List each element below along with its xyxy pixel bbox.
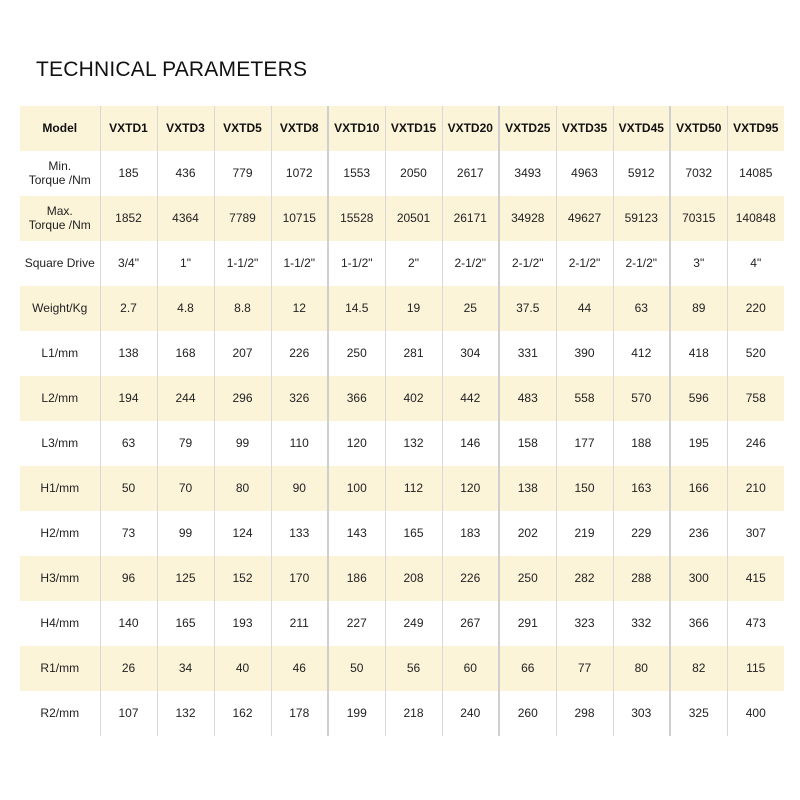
table-cell: 110 <box>271 421 328 466</box>
table-cell: 56 <box>385 646 442 691</box>
table-cell: 307 <box>745 525 766 540</box>
table-cell: 63 <box>613 286 670 331</box>
table-cell: 570 <box>613 376 670 421</box>
table-cell: 304 <box>442 331 499 376</box>
table-cell: 96 <box>100 556 157 601</box>
table-cell: 44 <box>556 286 613 331</box>
table-cell: 163 <box>613 466 670 511</box>
model-header: VXTD1 <box>100 106 157 151</box>
table-row <box>20 691 784 736</box>
table-cell: 7789 <box>214 196 271 241</box>
table-cell: 1" <box>157 241 214 286</box>
table-cell: 758 <box>745 390 766 405</box>
table-cell: 291 <box>499 601 556 646</box>
table-cell: 250 <box>328 331 385 376</box>
table-row <box>20 151 784 196</box>
table-cell: 140 <box>100 601 157 646</box>
row-label <box>20 511 100 556</box>
table-cell: 267 <box>442 601 499 646</box>
table-cell: 226 <box>271 331 328 376</box>
table-cell: 1072 <box>271 151 328 196</box>
table-cell: 300 <box>670 556 727 601</box>
table-cell: 325 <box>670 691 727 736</box>
table-cell: 19 <box>385 286 442 331</box>
table-cell: 402 <box>385 376 442 421</box>
table-cell: 2-1/2" <box>613 241 670 286</box>
table-row <box>20 376 784 421</box>
model-header: VXTD15 <box>385 106 442 151</box>
model-header: VXTD50 <box>670 106 727 151</box>
model-header: VXTD8 <box>271 106 328 151</box>
table-cell: 442 <box>442 376 499 421</box>
table-cell: 177 <box>556 421 613 466</box>
table-cell: 2617 <box>442 151 499 196</box>
table-cell: 80 <box>214 466 271 511</box>
table-cell: 77 <box>556 646 613 691</box>
row-label <box>20 151 100 196</box>
table-cell: 120 <box>442 466 499 511</box>
table-cell: 229 <box>613 511 670 556</box>
table-cell: 779 <box>214 151 271 196</box>
table-cell: 26171 <box>442 196 499 241</box>
model-header: VXTD20 <box>442 106 499 151</box>
table-cell: 59123 <box>613 196 670 241</box>
table-cell: 240 <box>442 691 499 736</box>
corner-header: Model <box>20 106 100 151</box>
table-row <box>20 466 784 511</box>
table-cell: 5912 <box>613 151 670 196</box>
table-cell: 366 <box>670 601 727 646</box>
row-label <box>20 466 100 511</box>
table-cell: 165 <box>157 601 214 646</box>
row-label-line1: L2/mm <box>41 390 79 405</box>
table-cell: 4" <box>750 255 762 270</box>
table-cell: 2.7 <box>100 286 157 331</box>
table-cell: 2-1/2" <box>442 241 499 286</box>
table-cell: 120 <box>328 421 385 466</box>
table-cell: 282 <box>556 556 613 601</box>
table-cell: 188 <box>613 421 670 466</box>
table-row <box>20 241 784 286</box>
table-cell: 70 <box>157 466 214 511</box>
table-cell: 178 <box>271 691 328 736</box>
table-cell: 186 <box>328 556 385 601</box>
row-label <box>20 556 100 601</box>
table-cell: 249 <box>385 601 442 646</box>
table-cell: 125 <box>157 556 214 601</box>
table-cell: 366 <box>328 376 385 421</box>
table-cell: 332 <box>613 601 670 646</box>
table-cell: 162 <box>214 691 271 736</box>
table-cell: 2" <box>385 241 442 286</box>
row-label-line2: Torque /Nm <box>28 217 91 232</box>
table-cell: 26 <box>100 646 157 691</box>
table-row <box>20 196 784 241</box>
table-cell: 202 <box>499 511 556 556</box>
table-row <box>20 286 784 331</box>
table-cell: 400 <box>745 705 766 720</box>
table-cell: 1-1/2" <box>328 241 385 286</box>
table-cell: 115 <box>746 660 766 675</box>
table-cell: 107 <box>100 691 157 736</box>
table-cell: 250 <box>499 556 556 601</box>
model-header: VXTD25 <box>499 106 556 151</box>
table-cell: 3493 <box>499 151 556 196</box>
table-cell: 40 <box>214 646 271 691</box>
table-cell: 296 <box>214 376 271 421</box>
table-cell: 208 <box>385 556 442 601</box>
row-label-line1: H2/mm <box>40 525 80 540</box>
table-cell: 140848 <box>735 210 776 225</box>
table-cell: 166 <box>670 466 727 511</box>
row-label-line1: Square Drive <box>24 255 95 270</box>
table-cell: 199 <box>328 691 385 736</box>
table-cell: 132 <box>385 421 442 466</box>
table-row <box>20 421 784 466</box>
row-label <box>20 646 100 691</box>
table-cell: 323 <box>556 601 613 646</box>
table-cell: 415 <box>745 570 766 585</box>
row-label <box>20 286 100 331</box>
table-cell: 1553 <box>328 151 385 196</box>
row-label-line1: H4/mm <box>40 615 80 630</box>
row-label <box>20 376 100 421</box>
table-cell: 14085 <box>739 165 773 180</box>
table-cell: 34928 <box>499 196 556 241</box>
table-cell: 112 <box>385 466 442 511</box>
table-row <box>20 556 784 601</box>
table-cell: 60 <box>442 646 499 691</box>
table-cell: 20501 <box>385 196 442 241</box>
table-cell: 483 <box>499 376 556 421</box>
table-cell: 99 <box>157 511 214 556</box>
model-header: VXTD95 <box>733 120 779 135</box>
table-cell: 146 <box>442 421 499 466</box>
table-cell: 79 <box>157 421 214 466</box>
row-label-line1: H3/mm <box>40 570 80 585</box>
row-label <box>20 331 100 376</box>
table-cell: 195 <box>670 421 727 466</box>
row-label-line1: R1/mm <box>40 660 80 675</box>
table-cell: 8.8 <box>214 286 271 331</box>
row-label-line2: Torque /Nm <box>28 172 91 187</box>
row-label-line1: L1/mm <box>41 345 79 360</box>
table-cell: 10715 <box>271 196 328 241</box>
row-label <box>20 601 100 646</box>
table-cell: 7032 <box>670 151 727 196</box>
table-cell: 170 <box>271 556 328 601</box>
table-cell: 194 <box>100 376 157 421</box>
model-header: VXTD45 <box>613 106 670 151</box>
table-cell: 227 <box>328 601 385 646</box>
table-cell: 4963 <box>556 151 613 196</box>
table-cell: 226 <box>442 556 499 601</box>
table-cell: 63 <box>100 421 157 466</box>
table-cell: 520 <box>745 345 766 360</box>
table-cell: 558 <box>556 376 613 421</box>
table-cell: 2050 <box>385 151 442 196</box>
table-cell: 418 <box>670 331 727 376</box>
table-cell: 218 <box>385 691 442 736</box>
table-cell: 436 <box>157 151 214 196</box>
table-cell: 138 <box>499 466 556 511</box>
model-header: VXTD10 <box>328 106 385 151</box>
table-row <box>20 646 784 691</box>
row-label-line1: Min. <box>48 158 72 173</box>
table-row <box>20 511 784 556</box>
table-cell: 165 <box>385 511 442 556</box>
table-cell: 4364 <box>157 196 214 241</box>
table-cell: 37.5 <box>499 286 556 331</box>
table-cell: 220 <box>745 300 766 315</box>
model-header: VXTD35 <box>556 106 613 151</box>
table-cell: 12 <box>271 286 328 331</box>
table-cell: 168 <box>157 331 214 376</box>
table-cell: 89 <box>670 286 727 331</box>
row-label-line1: Max. <box>46 203 73 218</box>
table-cell: 219 <box>556 511 613 556</box>
row-label-line1: L3/mm <box>41 435 79 450</box>
table-cell: 100 <box>328 466 385 511</box>
table-header-row <box>20 106 784 151</box>
table-cell: 298 <box>556 691 613 736</box>
row-label-line1: R2/mm <box>40 705 80 720</box>
table-cell: 152 <box>214 556 271 601</box>
table-cell: 183 <box>442 511 499 556</box>
table-cell: 70315 <box>670 196 727 241</box>
table-cell: 73 <box>100 511 157 556</box>
table-cell: 50 <box>100 466 157 511</box>
table-cell: 326 <box>271 376 328 421</box>
model-header: VXTD3 <box>157 106 214 151</box>
table-cell: 49627 <box>556 196 613 241</box>
row-label <box>20 421 100 466</box>
table-cell: 331 <box>499 331 556 376</box>
model-header: VXTD5 <box>214 106 271 151</box>
table-cell: 260 <box>499 691 556 736</box>
table-cell: 246 <box>745 435 766 450</box>
table-row <box>20 601 784 646</box>
table-cell: 390 <box>556 331 613 376</box>
table-cell: 596 <box>670 376 727 421</box>
table-cell: 210 <box>745 480 766 495</box>
table-cell: 15528 <box>328 196 385 241</box>
table-cell: 138 <box>100 331 157 376</box>
table-cell: 211 <box>271 601 328 646</box>
table-cell: 46 <box>271 646 328 691</box>
page-title: TECHNICAL PARAMETERS <box>36 58 308 81</box>
table-cell: 193 <box>214 601 271 646</box>
row-label-line1: H1/mm <box>40 480 80 495</box>
row-label <box>20 691 100 736</box>
table-cell: 1-1/2" <box>271 241 328 286</box>
table-cell: 14.5 <box>328 286 385 331</box>
row-label <box>20 196 100 241</box>
table-cell: 80 <box>613 646 670 691</box>
table-row <box>20 331 784 376</box>
table-cell: 1-1/2" <box>214 241 271 286</box>
table-cell: 185 <box>100 151 157 196</box>
table-cell: 281 <box>385 331 442 376</box>
table-cell: 1852 <box>100 196 157 241</box>
table-cell: 124 <box>214 511 271 556</box>
table-cell: 132 <box>157 691 214 736</box>
row-label <box>20 241 100 286</box>
table-cell: 3" <box>670 241 727 286</box>
table-cell: 50 <box>328 646 385 691</box>
table-cell: 244 <box>157 376 214 421</box>
table-cell: 207 <box>214 331 271 376</box>
table-cell: 25 <box>442 286 499 331</box>
table-cell: 412 <box>613 331 670 376</box>
table-cell: 4.8 <box>157 286 214 331</box>
table-cell: 3/4" <box>100 241 157 286</box>
table-cell: 236 <box>670 511 727 556</box>
table-cell: 2-1/2" <box>556 241 613 286</box>
table-cell: 143 <box>328 511 385 556</box>
table-cell: 133 <box>271 511 328 556</box>
table-cell: 34 <box>157 646 214 691</box>
table-cell: 99 <box>214 421 271 466</box>
table-cell: 158 <box>499 421 556 466</box>
row-label-line1: Weight/Kg <box>32 300 88 315</box>
table-cell: 150 <box>556 466 613 511</box>
technical-parameters-table <box>20 106 784 736</box>
table-cell: 288 <box>613 556 670 601</box>
table-cell: 473 <box>745 615 766 630</box>
table-cell: 303 <box>613 691 670 736</box>
table-cell: 66 <box>499 646 556 691</box>
table-cell: 90 <box>271 466 328 511</box>
table-cell: 2-1/2" <box>499 241 556 286</box>
table-cell: 82 <box>670 646 727 691</box>
